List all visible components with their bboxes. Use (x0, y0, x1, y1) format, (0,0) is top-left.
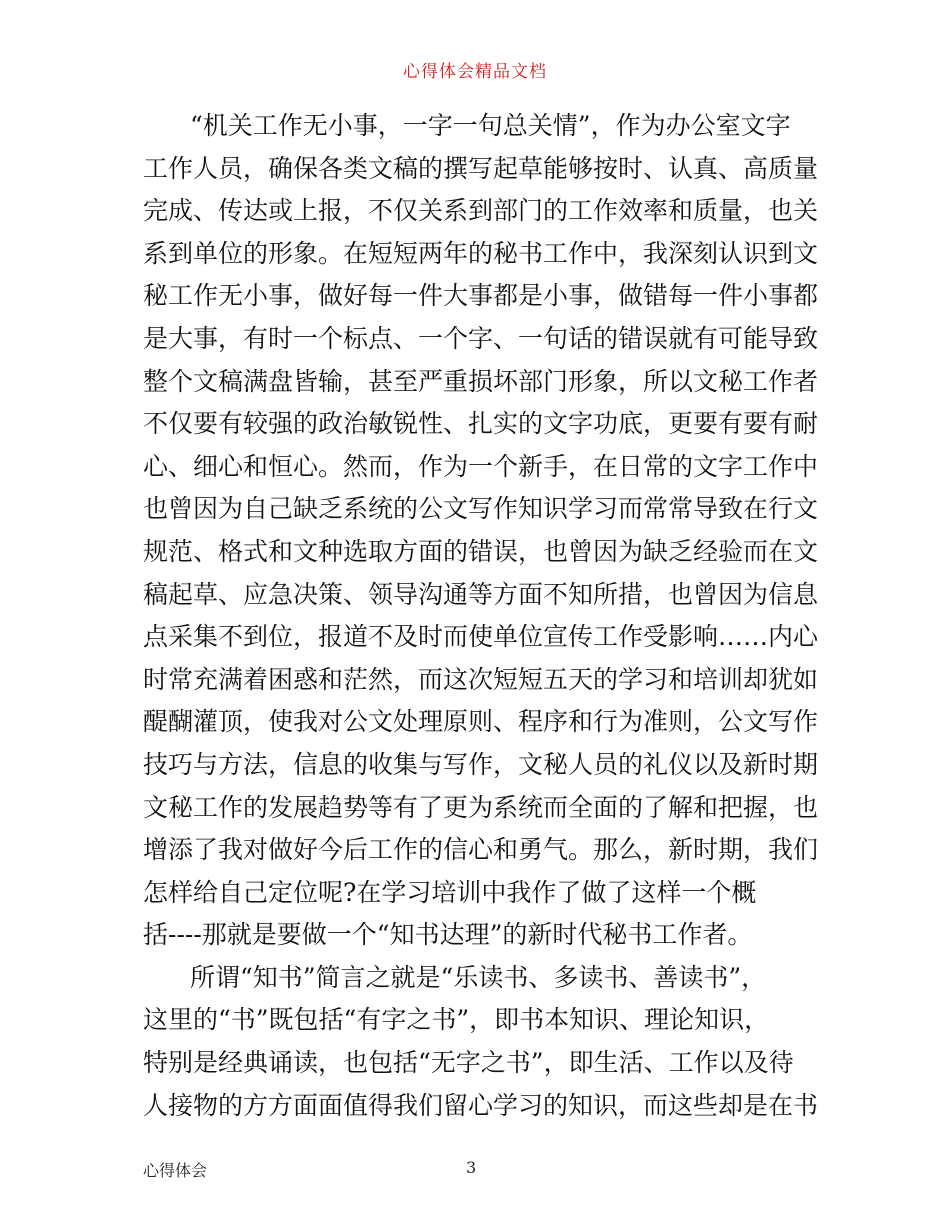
text-line: 也曾因为自己缺乏系统的公文写作知识学习而常常导致在行文 (143, 494, 819, 524)
text-line: 怎样给自己定位呢?在学习培训中我作了做了这样一个概 (143, 877, 757, 907)
text-line: 秘工作无小事，做好每一件大事都是小事，做错每一件小事都 (143, 281, 819, 311)
footer-label: 心得体会 (143, 1161, 208, 1180)
text-line: 醍醐灌顶，使我对公文处理原则、程序和行为准则，公文写作 (143, 707, 819, 737)
text-line: 不仅要有较强的政治敏锐性、扎实的文字功底，更要有要有耐 (143, 409, 819, 439)
text-line: 文秘工作的发展趋势等有了更为系统而全面的了解和把握，也 (143, 792, 819, 822)
text-line: 工作人员，确保各类文稿的撰写起草能够按时、认真、高质量 (143, 153, 819, 183)
text-line: 是大事，有时一个标点、一个字、一句话的错误就有可能导致 (143, 323, 819, 353)
text-line: 增添了我对做好今后工作的信心和勇气。那么，新时期，我们 (143, 835, 819, 865)
text-line: 心、细心和恒心。然而，作为一个新手，在日常的文字工作中 (143, 451, 819, 481)
page-header-title: 心得体会精品文档 (403, 62, 547, 82)
text-line: 规范、格式和文种选取方面的错误，也曾因为缺乏经验而在文 (143, 536, 819, 566)
document-body (143, 105, 819, 1127)
text-line: “机关工作无小事，一字一句总关情”，作为办公室文字 (190, 111, 791, 140)
text-line: 人接物的方方面面值得我们留心学习的知识，而这些却是在书 (143, 1090, 819, 1120)
text-line: 系到单位的形象。在短短两年的秘书工作中，我深刻认识到文 (143, 238, 819, 268)
text-line: 点采集不到位，报道不及时而使单位宣传工作受影响……内心 (143, 622, 819, 652)
text-line: 技巧与方法，信息的收集与写作，文秘人员的礼仪以及新时期 (143, 749, 819, 779)
text-line: 特别是经典诵读，也包括“无字之书”，即生活、工作以及待 (143, 1048, 794, 1078)
text-line: 稿起草、应急决策、领导沟通等方面不知所措，也曾因为信息 (143, 579, 819, 609)
text-line: 完成、传达或上报，不仅关系到部门的工作效率和质量，也关 (143, 196, 819, 226)
page-number: 3 (466, 1158, 477, 1177)
text-line: 括----那就是要做一个“知书达理”的新时代秘书工作者。 (143, 920, 753, 950)
text-line: 时常充满着困惑和茫然，而这次短短五天的学习和培训却犹如 (143, 664, 819, 694)
text-line: 整个文稿满盘皆输，甚至严重损坏部门形象，所以文秘工作者 (143, 366, 819, 396)
text-line: 这里的“书”既包括“有字之书”，即书本知识、理论知识， (143, 1005, 770, 1035)
text-line: 所谓“知书”简言之就是“乐读书、多读书、善读书”， (190, 962, 767, 992)
